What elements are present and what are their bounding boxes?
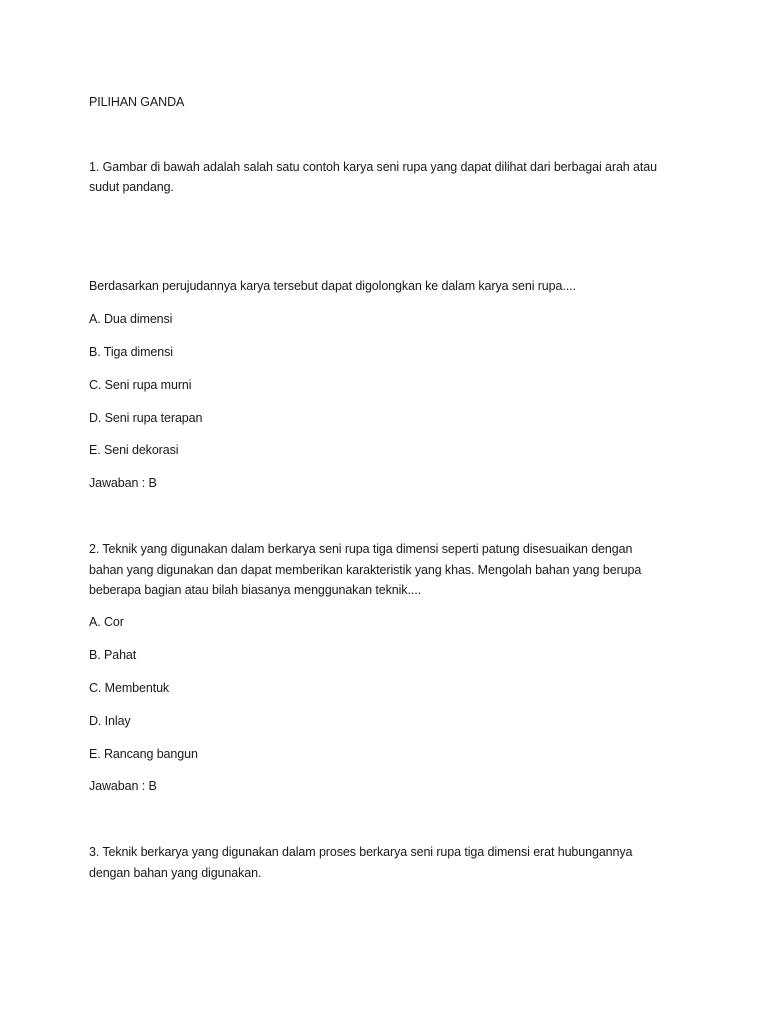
q2-option-e: E. Rancang bangun	[89, 747, 198, 761]
q1-option-a: A. Dua dimensi	[89, 312, 173, 326]
q3-text-line-2: dengan bahan yang digunakan.	[89, 866, 262, 880]
q1-text-line-2: sudut pandang.	[89, 180, 174, 194]
q2-answer: Jawaban : B	[89, 779, 157, 793]
document-heading: PILIHAN GANDA	[89, 95, 185, 109]
q2-option-a: A. Cor	[89, 615, 124, 629]
q1-option-d: D. Seni rupa terapan	[89, 411, 203, 425]
q1-answer: Jawaban : B	[89, 476, 157, 490]
q1-option-b: B. Tiga dimensi	[89, 345, 173, 359]
q1-option-e: E. Seni dekorasi	[89, 443, 179, 457]
q2-option-c: C. Membentuk	[89, 681, 170, 695]
q2-option-b: B. Pahat	[89, 648, 137, 662]
q1-prompt: Berdasarkan perujudannya karya tersebut dapat digolongkan ke dalam karya seni rupa....	[89, 279, 576, 293]
q2-text-line-1: 2. Teknik yang digunakan dalam berkarya seni rupa tiga dimensi seperti patung disesuaikan dengan	[89, 542, 633, 556]
q3-text-line-1: 3. Teknik berkarya yang digunakan dalam proses berkarya seni rupa tiga dimensi erat hubungannya	[89, 845, 633, 859]
q1-option-c: C. Seni rupa murni	[89, 378, 192, 392]
q1-text-line-1: 1. Gambar di bawah adalah salah satu contoh karya seni rupa yang dapat dilihat dari berbagai arah atau	[89, 160, 657, 174]
q2-text-line-2: bahan yang digunakan dan dapat memberikan karakteristik yang khas. Mengolah bahan yang berupa	[89, 563, 642, 577]
q2-option-d: D. Inlay	[89, 714, 131, 728]
q2-text-line-3: beberapa bagian atau bilah biasanya menggunakan teknik....	[89, 583, 421, 597]
